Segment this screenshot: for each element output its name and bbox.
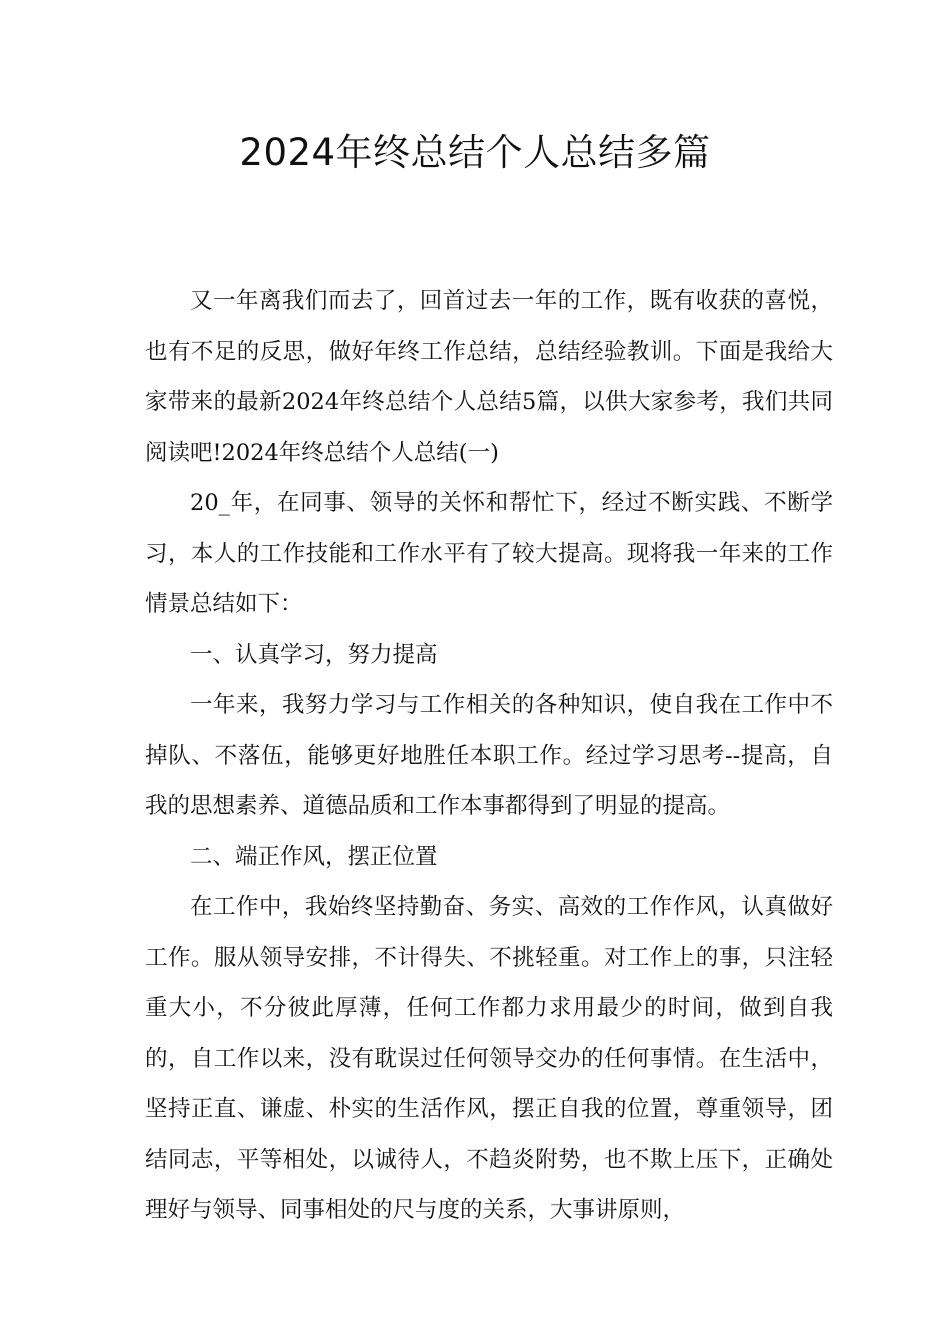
paragraph-summary-opening: 20_年，在同事、领导的关怀和帮忙下，经过不断实践、不断学习，本人的工作技能和工作水平有了较大提高。现将我一年来的工作情景总结如下： — [145, 490, 833, 617]
paragraph-study: 一年来，我努力学习与工作相关的各种知识，使自我在工作中不掉队、不落伍，能够更好地胜任本职工作。经过学习思考--提高，自我的思想素养、道德品质和工作本事都得到了明显的提高。 — [145, 692, 833, 819]
paragraph-conduct: 在工作中，我始终坚持勤奋、务实、高效的工作作风，认真做好工作。服从领导安排，不计得失、不挑轻重。对工作上的事，只注轻重大小，不分彼此厚薄，任何工作都力求用最少的时间，做到自我的，自工作以来，没有耽误过任何领导交办的任何事情。在生活中，坚持正直、谦虚、朴实的生活作风，摆正自我的位置，尊重领导，团结同志，平等相处，以诚待人，不趋炎附势，也不欺上压下，正确处理好与领导、同事相处的尺与度的关系，大事讲原则， — [145, 894, 833, 1223]
document-body — [145, 276, 833, 1236]
section-heading-study: 一、认真学习，努力提高 — [190, 641, 438, 668]
paragraph-intro: 又一年离我们而去了，回首过去一年的工作，既有收获的喜悦，也有不足的反思，做好年终工作总结，总结经验教训。下面是我给大家带来的最新2024年终总结个人总结5篇，以供大家参考，我们共同阅读吧!2024年终总结个人总结(一) — [145, 288, 833, 466]
section-heading-conduct: 二、端正作风，摆正位置 — [190, 843, 438, 870]
document-title: 2024年终总结个人总结多篇 — [239, 131, 711, 174]
